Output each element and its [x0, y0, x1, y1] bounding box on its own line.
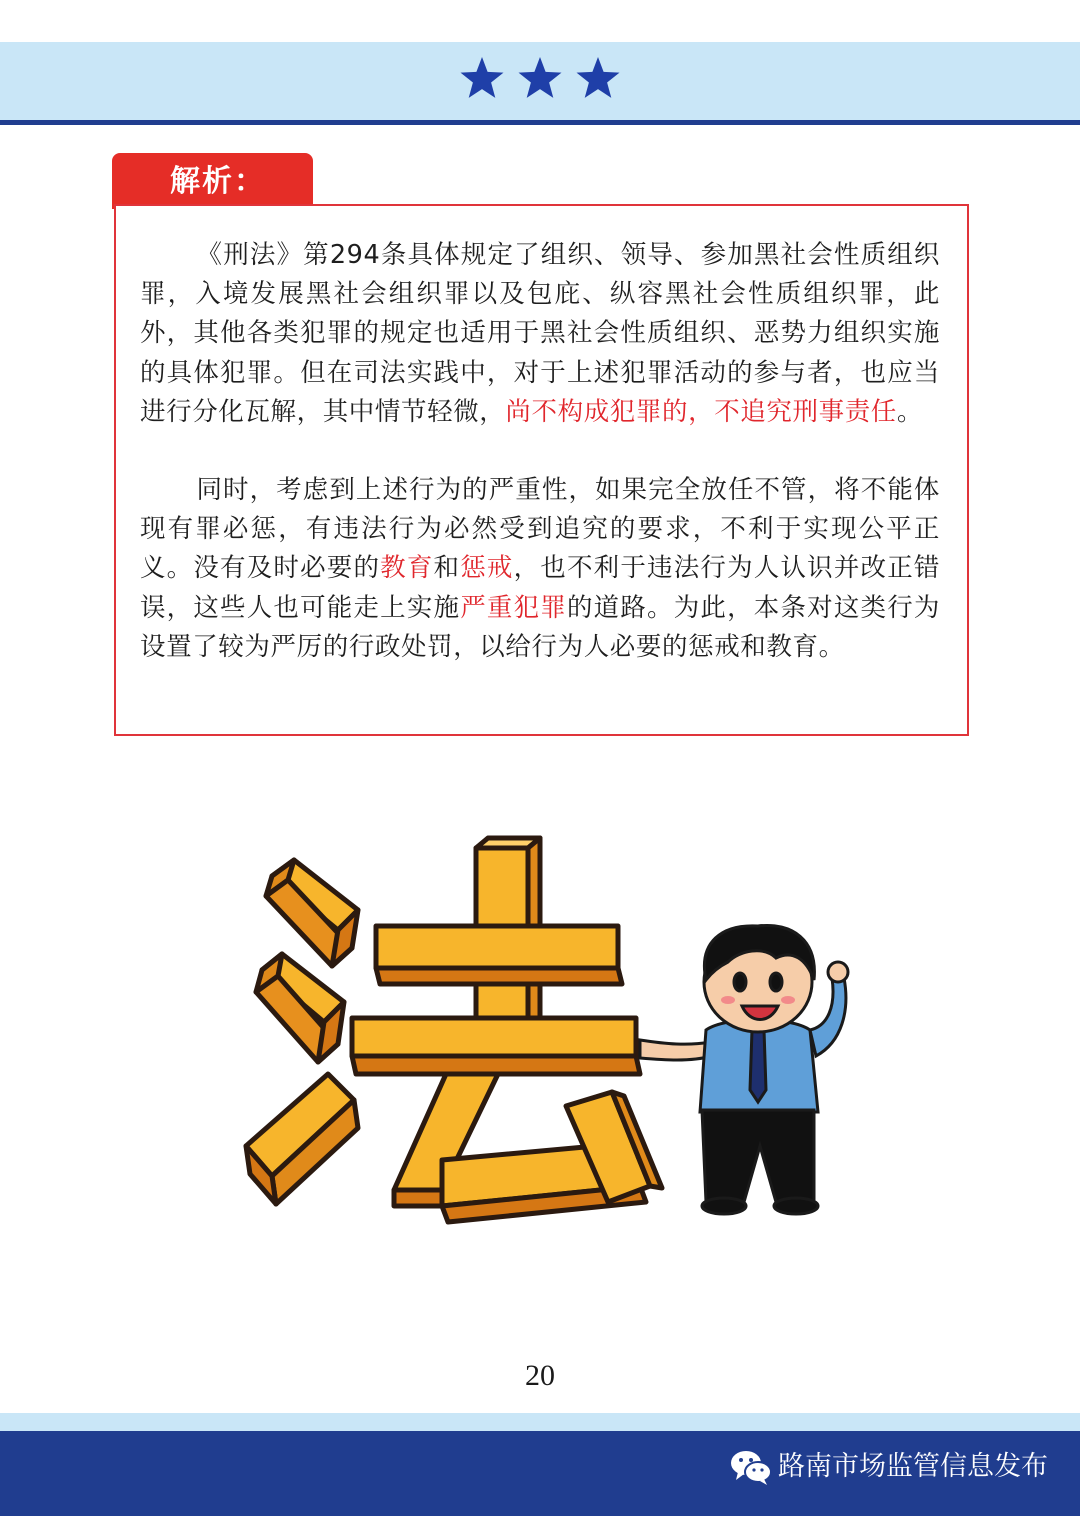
- paragraph-1-end: 。: [896, 396, 924, 427]
- star-icon: [461, 57, 504, 98]
- highlight-serious-crime: 严重犯罪: [460, 592, 567, 623]
- footer-band: [0, 1413, 1080, 1431]
- law-illustration: [236, 830, 856, 1242]
- star-icon: [577, 57, 620, 98]
- page-number: 20: [525, 1359, 555, 1392]
- paragraph-1-highlight: 尚不构成犯罪的，不追究刑事责任: [505, 396, 897, 427]
- highlight-education: 教育: [380, 553, 434, 584]
- paragraph-1-text: 《刑法》第294条具体规定了组织、领导、参加黑社会性质组织罪，入境发展黑社会组织罪以及包庇、纵容黑社会性质组织罪，此外，其他各类犯罪的规定也适用于黑社会性质组织、恶势力组织实施的具体犯罪。但在司法实践中，对于上述犯罪活动的参与者，也应当进行分化瓦解，其中情节轻微，: [140, 240, 940, 427]
- star-icon: [519, 57, 562, 98]
- law-character-glyph: [246, 838, 662, 1222]
- paragraph-2-part-4: 的道路。为此，本条对这类行为设置了较为严厉的行政处罚，以给行为人必要的惩戒和教育。: [140, 592, 940, 662]
- paragraph-2-part-1: 同时，考虑到上述行为的严重性，如果完全放任不管，将不能体现有罪必惩，有违法行为必然受到追究的要求，不利于实现公平正义。没有及时必要的: [140, 475, 940, 584]
- analysis-paragraph-1: [140, 236, 940, 432]
- wechat-icon: [730, 1448, 772, 1486]
- analysis-tab: [112, 153, 313, 209]
- header-rule: [0, 120, 1080, 125]
- analysis-box: [114, 204, 969, 736]
- analysis-tab-label: 解析：: [170, 164, 266, 199]
- footer-account-name: 路南市场监管信息发布: [778, 1451, 1048, 1482]
- rating-stars: [458, 55, 622, 101]
- highlight-punishment: 惩戒: [460, 553, 514, 584]
- paragraph-2-part-2: 和: [433, 553, 461, 584]
- police-officer-figure: [640, 925, 848, 1214]
- paragraph-2-part-3: ，也不利于违法行为人认识并改正错误，这些人也可能走上实施: [140, 553, 940, 623]
- analysis-paragraph-2: [140, 471, 940, 667]
